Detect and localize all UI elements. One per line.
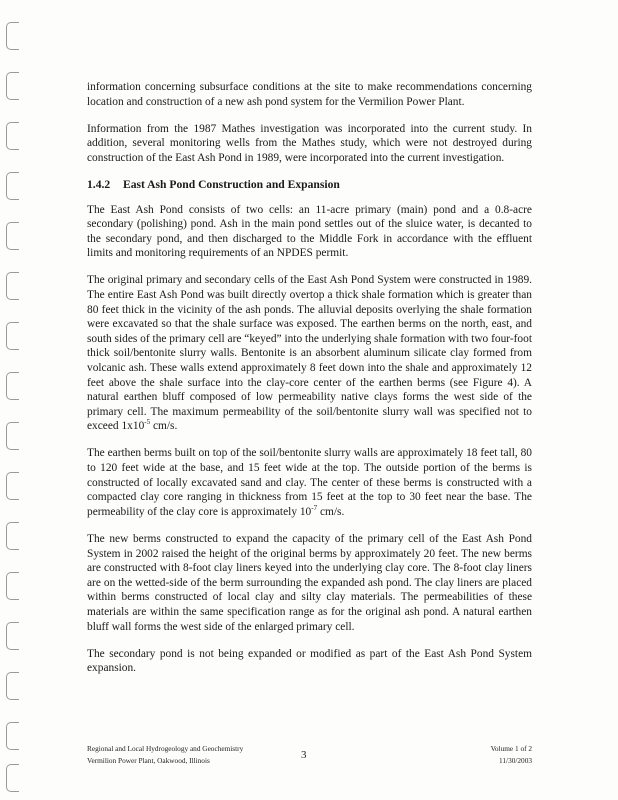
binder-hole-icon <box>6 622 19 650</box>
binder-hole-icon <box>6 572 19 600</box>
paragraph-original-construction <box>87 273 532 434</box>
binder-hole-icon <box>6 372 19 400</box>
binder-hole-icon <box>6 722 19 750</box>
permeability-unit: cm/s. <box>317 505 345 518</box>
permeability-exponent: -7 <box>311 504 318 513</box>
binder-hole-icon <box>6 22 19 50</box>
page-number: 3 <box>301 749 307 761</box>
footer-right <box>491 743 532 767</box>
footer-location: Vermilion Power Plant, Oakwood, Illinois <box>87 756 210 765</box>
footer-date: 11/30/2003 <box>499 756 532 765</box>
binder-hole-icon <box>6 672 19 700</box>
section-number: 1.4.2 <box>87 177 111 191</box>
paragraph-new-berms: The new berms constructed to expand the capacity of the primary cell of the East Ash Pond System in 2002 raised the height of the original berms by approximately 20 feet. The new berms are constructed with 8-foot clay liners keyed into the underlying clay core. The 8-foot clay liners are on the wetted-side of the berm surrounding the expanded ash pond. The clay liners are placed within berms constructed of local clay and silty clay materials. The permeabilities of these materials are within the same specification range as for the original ash pond. A natural earthen bluff wall forms the west side of the enlarged primary cell. <box>87 532 532 633</box>
binder-hole-icon <box>6 172 19 200</box>
body-text <box>87 80 532 688</box>
binder-hole-icon <box>6 122 19 150</box>
paragraph-earthen-berms <box>87 446 532 519</box>
binder-hole-icon <box>6 422 19 450</box>
paragraph-continuation: information concerning subsurface conditions at the site to make recommendations concerning location and construction of a new ash pond system for the Vermilion Power Plant. <box>87 81 532 108</box>
footer-report-title: Regional and Local Hydrogeology and Geochemistry <box>87 744 244 753</box>
paragraph-pond-cells: The East Ash Pond consists of two cells: an 11-acre primary (main) pond and a 0.8-acre secondary (polishing) pond. Ash in the main pond settles out of the sluice water, is decanted to the secondary pond, and then discharged to the Middle Fork in accordance with the effluent limits and monitoring requirements of an NPDES permit. <box>87 203 532 260</box>
paragraph-mathes-investigation: Information from the 1987 Mathes investigation was incorporated into the current study. In addition, several monitoring wells from the Mathes study, which were not destroyed during construction of the East Ash Pond in 1989, were incorporated into the current investigation. <box>87 122 532 164</box>
footer-volume: Volume 1 of 2 <box>490 744 532 753</box>
binder-hole-icon <box>6 472 19 500</box>
paragraph-secondary-pond: The secondary pond is not being expanded or modified as part of the East Ash Pond System expansion. <box>87 647 532 675</box>
binder-hole-icon <box>6 522 19 550</box>
permeability-value: $1x10^{-5}$ cm/s. <box>121 418 178 433</box>
page-footer <box>87 743 532 777</box>
binder-hole-icon <box>6 222 19 250</box>
binder-holes <box>6 22 24 792</box>
binder-hole-icon <box>6 764 19 792</box>
section-title: East Ash Pond Construction and Expansion <box>123 177 340 191</box>
paragraph-text: The original primary and secondary cells of the East Ash Pond System were constructed in 1989. The entire East Ash Pond was built directly overtop a thick shale formation which is greater than 80 feet thick in the vicinity of the ash ponds. The alluvial deposits overlying the shale formation were excavated so that the shale surface was exposed. The earthen berms on the north, east, and south sides of the primary cell are “keyed” into the underlying shale formation with two four-foot thick soil/bentonite slurry walls. Bentonite is an absorbent aluminum silicate clay formed from volcanic ash. These walls extend approximately 8 feet down into the shale and approximately 12 feet above the shale surface into the clay-core center of the earthen berms (see Figure 4). A natural earthen bluff composed of low permeability native clays forms the west side of the primary cell. The maximum permeability of the soil/bentonite slurry wall was specified not to exceed <box>87 274 532 433</box>
paragraph-text: The earthen berms built on top of the soil/bentonite slurry walls are approximately 18 feet tall, 80 to 120 feet wide at the base, and 15 feet wide at the top. The outside portion of the berms is constructed of locally excavated sand and clay. The center of these berms is constructed with a compacted clay core ranging in thickness from 15 feet at the top to 30 feet near the base. The permeability of the clay core is approximately 10 <box>87 447 532 518</box>
binder-hole-icon <box>6 322 19 350</box>
footer-left <box>87 743 243 767</box>
binder-hole-icon <box>6 72 19 100</box>
section-heading <box>87 178 532 193</box>
binder-hole-icon <box>6 272 19 300</box>
